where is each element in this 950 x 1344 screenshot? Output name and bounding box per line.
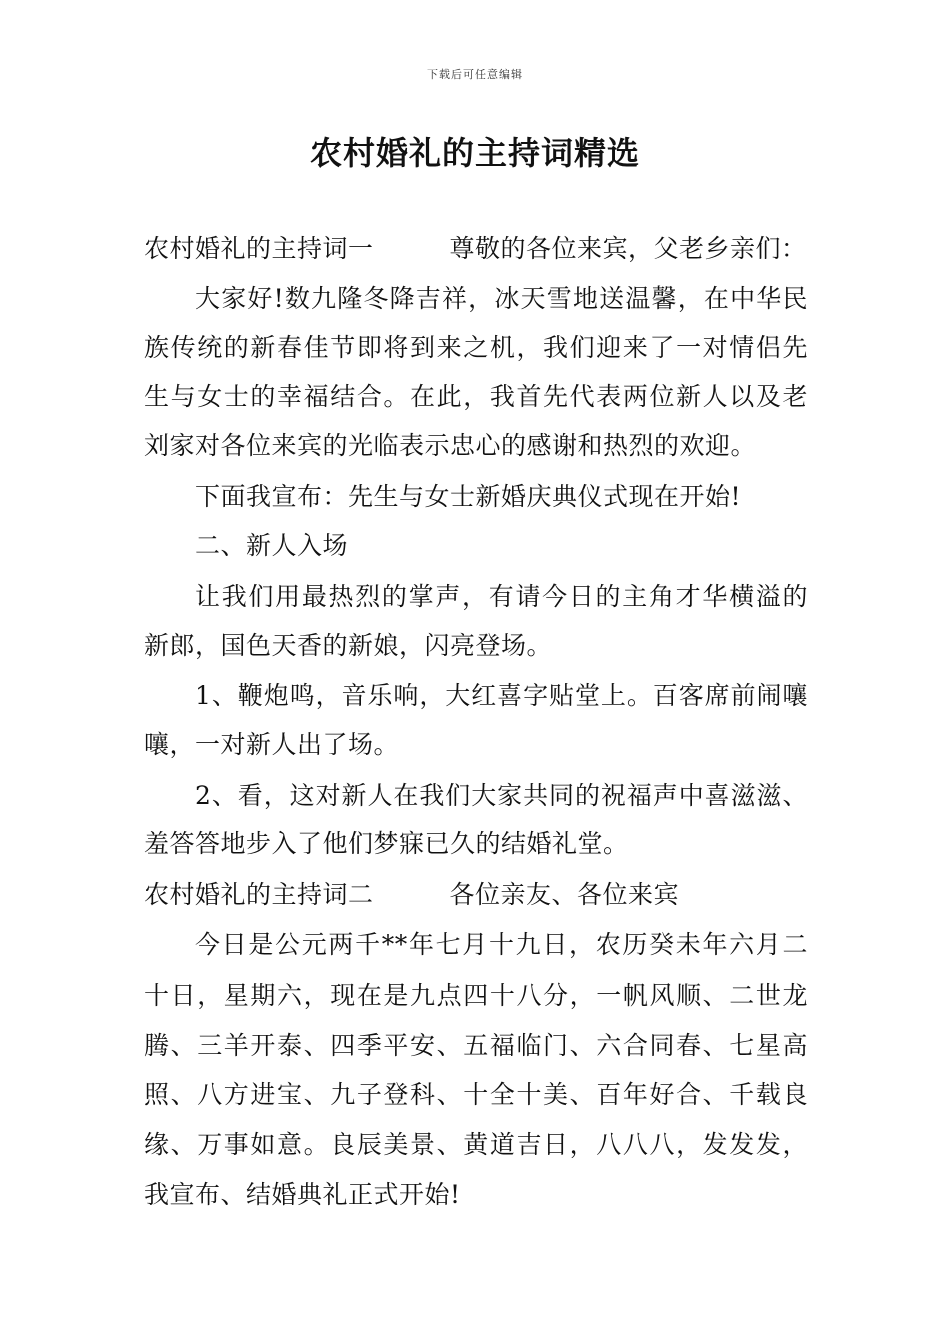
body-line: 我宣布、结婚典礼正式开始! [144,1180,461,1209]
body-line: 新郎，国色天香的新娘，闪亮登场。 [144,631,553,660]
body-line: 缘、万事如意。良辰美景、黄道吉日，八八八，发发发， [144,1130,808,1159]
section-heading-1 [144,232,808,266]
body-line: 生与女士的幸福结合。在此，我首先代表两位新人以及老 [144,382,808,411]
body-line: 嚷，一对新人出了场。 [144,730,400,759]
body-line: 照、八方进宝、九子登科、十全十美、百年好合、千载良 [144,1080,808,1109]
section-heading-label: 农村婚礼的主持词二 [144,880,374,909]
body-line: 下面我宣布：先生与女士新婚庆典仪式现在开始! [195,482,742,511]
body-line: 族传统的新春佳节即将到来之机，我们迎来了一对情侣先 [144,333,808,362]
body-line: 大家好!数九隆冬降吉祥，冰天雪地送温馨，在中华民 [195,284,808,313]
section-heading-label: 农村婚礼的主持词一 [144,234,374,263]
section-heading-2 [144,878,808,912]
body-line: 刘家对各位来宾的光临表示忠心的感谢和热烈的欢迎。 [144,431,757,460]
body-line: 2、看，这对新人在我们大家共同的祝福声中喜滋滋、 [195,781,808,810]
page-title: 农村婚礼的主持词精选 [309,134,640,172]
body-line: 今日是公元两千**年七月十九日，农历癸未年六月二 [195,930,808,959]
body-line: 让我们用最热烈的掌声，有请今日的主角才华横溢的 [195,582,808,611]
section-heading-greeting: 尊敬的各位来宾，父老乡亲们： [449,234,807,263]
body-line: 二、新人入场 [195,531,349,560]
header-note: 下载后可任意编辑 [427,68,523,81]
body-line: 十日，星期六，现在是九点四十八分，一帆风顺、二世龙 [144,981,808,1010]
body-line: 羞答答地步入了他们梦寐已久的结婚礼堂。 [144,829,629,858]
section-heading-greeting: 各位亲友、各位来宾 [449,880,680,909]
body-line: 腾、三羊开泰、四季平安、五福临门、六合同春、七星高 [144,1031,808,1060]
body-line: 1、鞭炮鸣，音乐响，大红喜字贴堂上。百客席前闹嚷 [195,681,808,710]
